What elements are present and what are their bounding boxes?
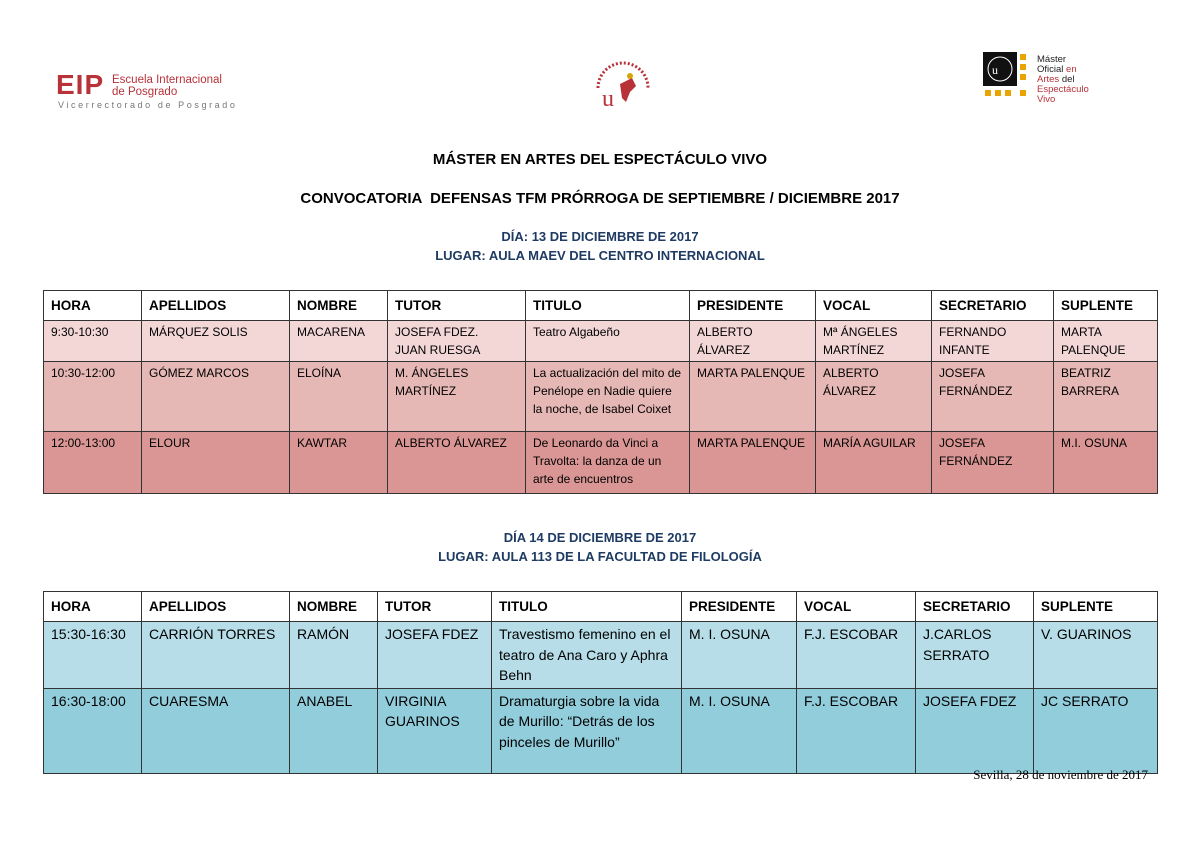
table-cell: CARRIÓN TORRES (142, 622, 290, 689)
table-cell: MARTA PALENQUE (1054, 321, 1158, 362)
column-header: NOMBRE (290, 291, 388, 321)
table-cell: MARTA PALENQUE (690, 362, 816, 432)
table-cell: 12:00-13:00 (44, 432, 142, 494)
table-cell: GÓMEZ MARCOS (142, 362, 290, 432)
column-header: PRESIDENTE (690, 291, 816, 321)
table-cell: JOSEFA FERNÁNDEZ (932, 432, 1054, 494)
session1-place: LUGAR: AULA MAEV DEL CENTRO INTERNACIONAL (435, 248, 765, 263)
table-row (44, 362, 1158, 432)
table-row (44, 432, 1158, 494)
university-seal-icon (592, 58, 654, 114)
session2-place: LUGAR: AULA 113 DE LA FACULTAD DE FILOLOGÍA (438, 549, 762, 564)
table-cell: M. I. OSUNA (682, 622, 797, 689)
column-header: NOMBRE (290, 592, 378, 622)
eip-logo (56, 70, 236, 112)
table-cell: ALBERTO ÁLVAREZ (690, 321, 816, 362)
table-cell: ALBERTO ÁLVAREZ (816, 362, 932, 432)
table-cell: ELOÍNA (290, 362, 388, 432)
document-title: MÁSTER EN ARTES DEL ESPECTÁCULO VIVO (432, 151, 768, 168)
column-header: TUTOR (388, 291, 526, 321)
table-cell: M. I. OSUNA (682, 688, 797, 773)
table-cell: 16:30-18:00 (44, 688, 142, 773)
footer-date: Sevilla, 28 de noviembre de 2017 (973, 767, 1148, 782)
table-cell: M.I. OSUNA (1054, 432, 1158, 494)
session2-day: DÍA 14 DE DICIEMBRE DE 2017 (503, 530, 697, 545)
table-cell: F.J. ESCOBAR (797, 688, 916, 773)
eip-logo-name: Escuela Internacional de Posgrado (112, 74, 222, 98)
master-logo-icon (983, 52, 1035, 104)
table-row (44, 622, 1158, 689)
eip-logo-mark: EIP (56, 69, 105, 100)
table-cell: JOSEFA FDEZ (916, 688, 1034, 773)
table-cell: RAMÓN (290, 622, 378, 689)
session1-table (43, 290, 1158, 494)
table-cell: Mª ÁNGELES MARTÍNEZ (816, 321, 932, 362)
column-header: PRESIDENTE (682, 592, 797, 622)
table-cell: CUARESMA (142, 688, 290, 773)
table-cell: V. GUARINOS (1034, 622, 1158, 689)
column-header: VOCAL (816, 291, 932, 321)
table-cell: JOSEFA FDEZ. JUAN RUESGA (388, 321, 526, 362)
table-cell: MÁRQUEZ SOLIS (142, 321, 290, 362)
table-cell: FERNANDO INFANTE (932, 321, 1054, 362)
column-header: SECRETARIO (916, 592, 1034, 622)
table-cell: 9:30-10:30 (44, 321, 142, 362)
column-header: HORA (44, 592, 142, 622)
table-cell: BEATRIZ BARRERA (1054, 362, 1158, 432)
session2-table (43, 591, 1158, 774)
table-cell: JOSEFA FDEZ (378, 622, 492, 689)
table-cell: MARTA PALENQUE (690, 432, 816, 494)
table-row (44, 321, 1158, 362)
column-header: TUTOR (378, 592, 492, 622)
table-cell: KAWTAR (290, 432, 388, 494)
svg-text:u: u (992, 63, 998, 77)
table-cell: J.CARLOS SERRATO (916, 622, 1034, 689)
master-logo-text: Máster Oficial en Artes del Espectáculo Vivo (1037, 54, 1089, 105)
table-cell: Teatro Algabeño (526, 321, 690, 362)
table-row (44, 688, 1158, 773)
column-header: SUPLENTE (1054, 291, 1158, 321)
table-cell: M. ÁNGELES MARTÍNEZ (388, 362, 526, 432)
column-header: HORA (44, 291, 142, 321)
column-header: SUPLENTE (1034, 592, 1158, 622)
table-cell: La actualización del mito de Penélope en Nadie quiere la noche, de Isabel Coixet (526, 362, 690, 432)
column-header: TITULO (526, 291, 690, 321)
column-header: APELLIDOS (142, 592, 290, 622)
table-cell: Travestismo femenino en el teatro de Ana Caro y Aphra Behn (492, 622, 682, 689)
table-cell: MARÍA AGUILAR (816, 432, 932, 494)
column-header: SECRETARIO (932, 291, 1054, 321)
session1-day: DÍA: 13 DE DICIEMBRE DE 2017 (501, 229, 699, 244)
table-cell: ALBERTO ÁLVAREZ (388, 432, 526, 494)
master-logo (983, 52, 1093, 106)
column-header: TITULO (492, 592, 682, 622)
table-cell: De Leonardo da Vinci a Travolta: la danza de un arte de encuentros (526, 432, 690, 494)
column-header: APELLIDOS (142, 291, 290, 321)
table-cell: 10:30-12:00 (44, 362, 142, 432)
document-subtitle: CONVOCATORIA DEFENSAS TFM PRÓRROGA DE SEPTIEMBRE / DICIEMBRE 2017 (300, 190, 900, 207)
table-cell: VIRGINIA GUARINOS (378, 688, 492, 773)
table-cell: Dramaturgia sobre la vida de Murillo: “Detrás de los pinceles de Murillo” (492, 688, 682, 773)
table-cell: ANABEL (290, 688, 378, 773)
table-cell: F.J. ESCOBAR (797, 622, 916, 689)
svg-text:u: u (602, 86, 614, 112)
column-header: VOCAL (797, 592, 916, 622)
table-cell: JOSEFA FERNÁNDEZ (932, 362, 1054, 432)
table-cell: MACARENA (290, 321, 388, 362)
table-cell: ELOUR (142, 432, 290, 494)
table-cell: JC SERRATO (1034, 688, 1158, 773)
eip-logo-subtitle: Vicerrectorado de Posgrado (58, 100, 238, 110)
table-cell: 15:30-16:30 (44, 622, 142, 689)
